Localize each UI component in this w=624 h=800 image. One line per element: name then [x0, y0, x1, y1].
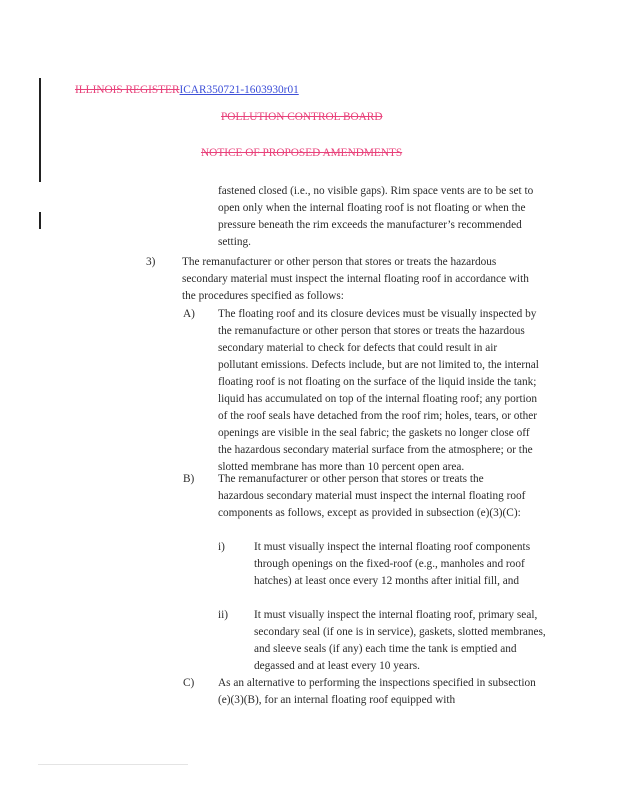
paragraph-text: The floating roof and its closure devices must be visually inspected by the remanufacture or other person that stores or treats the hazardous secondary material to check for defects that could result in air pollutant emissions. Defects include, but are not limited to, the internal floating roof is not floating on the surface of the liquid inside the tank; liquid has accumulated on top of the internal floating roof; any portion of the roof seals have detached from the roof rim; holes, tears, or other openings are visible in the seal fabric; the gaskets no longer close off the hazardous secondary material surface from the atmosphere; or the slotted membrane has more than 10 percent open area.: [218, 308, 539, 473]
paragraph-label: i): [218, 541, 225, 553]
footer-rule: [38, 764, 188, 765]
paragraph-label: B): [183, 473, 195, 485]
paragraph-ii: [254, 607, 546, 675]
paragraph-C: [218, 675, 540, 709]
board-title: POLLUTION CONTROL BOARD: [221, 111, 383, 123]
paragraph-label: 3): [146, 256, 156, 268]
paragraph-continuation: [218, 183, 536, 251]
paragraph-text: fastened closed (i.e., no visible gaps). Rim space vents are to be set to open only when the internal floating roof is not floating or when the pressure beneath the rim exceeds the manufacturer’s recommended setting.: [218, 185, 534, 248]
paragraph-text: It must visually inspect the internal floating roof components through openings on the fixed-roof (e.g., manholes and roof hatches) at least once every 12 months after initial fill, and: [254, 541, 531, 587]
revision-bar-top: [39, 78, 41, 182]
register-code: ICAR350721-1603930r01: [179, 84, 299, 96]
paragraph-text: The remanufacturer or other person that stores or treats the hazardous secondary material must inspect the internal floating roof components as follows, except as provided in subsection (e)(3)(C):: [218, 473, 526, 519]
revision-bar-small: [39, 212, 41, 229]
paragraph-text: It must visually inspect the internal floating roof, primary seal, secondary seal (if one is in service), gaskets, slotted membranes, and sleeve seals (if any) each time the tank is emptied and degassed and at least every 10 years.: [254, 609, 546, 672]
paragraph-B: [218, 471, 532, 522]
paragraph-label: ii): [218, 609, 229, 621]
paragraph-A: [218, 306, 540, 476]
paragraph-i: [254, 539, 540, 590]
paragraph-text: The remanufacturer or other person that stores or treats the hazardous secondary material must inspect the internal floating roof in accordance with the procedures specified as follows:: [182, 256, 529, 302]
paragraph-text: As an alternative to performing the inspections specified in subsection (e)(3)(B), for an internal floating roof equipped with: [218, 677, 536, 706]
paragraph-3: [182, 254, 540, 305]
register-header: [75, 82, 299, 99]
register-title: ILLINOIS REGISTER: [75, 84, 180, 96]
paragraph-label: C): [183, 677, 195, 689]
paragraph-label: A): [183, 308, 195, 320]
notice-title: NOTICE OF PROPOSED AMENDMENTS: [201, 147, 403, 159]
